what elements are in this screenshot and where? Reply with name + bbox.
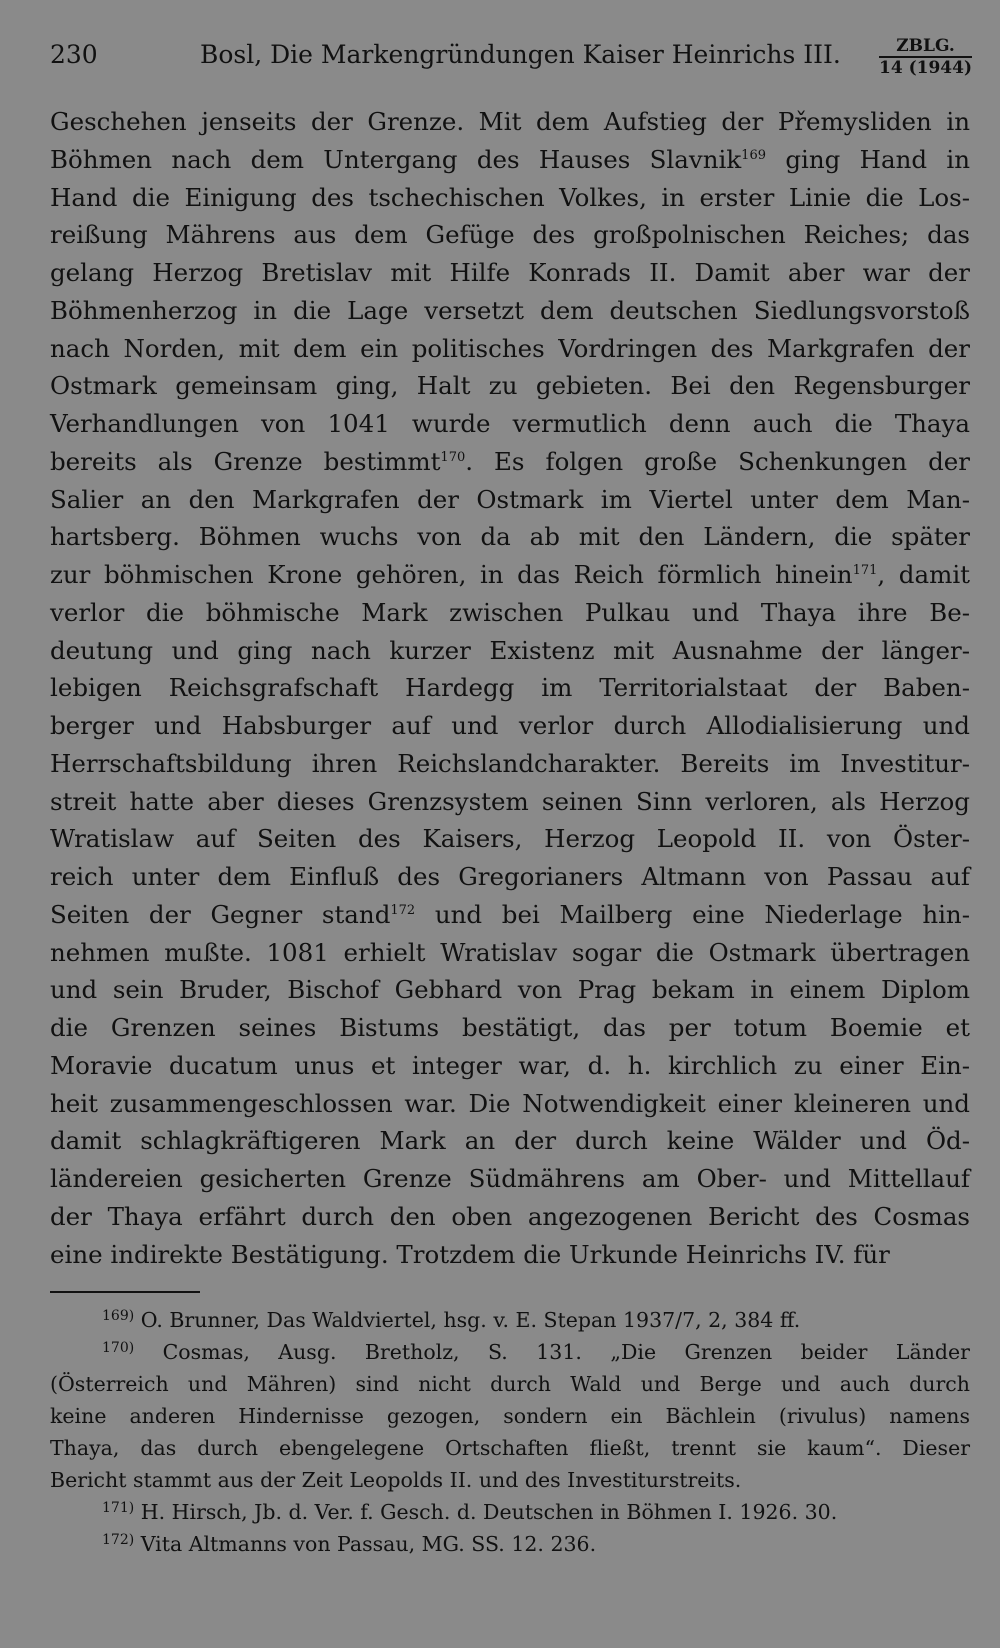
body-line: nehmen mußte. 1081 erhielt Wratislav sogar die Ostmark übertragen	[50, 937, 970, 967]
page-header	[50, 36, 972, 80]
body-line: verlor die böhmische Mark zwischen Pulkau und Thaya ihre Be-	[50, 597, 970, 627]
body-line: zur böhmischen Krone gehören, in das Reich förmlich hinein$^{171}$, damit	[50, 560, 970, 589]
journal-volume: 14 (1944)	[879, 58, 972, 78]
body-line: reißung Mährens aus dem Gefüge des großpolnischen Reiches; das	[50, 220, 970, 250]
footnote-line: $^{172)}$ Vita Altmanns von Passau, MG. SS. 12. 236.	[102, 1532, 597, 1556]
body-line: die Grenzen seines Bistums bestätigt, das per totum Boemie et	[50, 1013, 970, 1042]
footnote-line: $^{169)}$ O. Brunner, Das Waldviertel, hsg. v. E. Stepan 1937/7, 2, 384 ff.	[102, 1308, 801, 1332]
body-line: ländereien gesicherten Grenze Südmährens am Ober- und Mittellauf	[50, 1164, 970, 1193]
footnote-number: 172)	[102, 1532, 135, 1548]
body-line: Moravie ducatum unus et integer war, d. h. kirchlich zu einer Ein-	[50, 1050, 970, 1080]
footnotes	[50, 1304, 970, 1560]
footnote-rule	[50, 1291, 200, 1293]
body-line: der Thaya erfährt durch den oben angezogenen Bericht des Cosmas	[50, 1201, 970, 1231]
body-line: Ostmark gemeinsam ging, Halt zu gebieten. Bei den Regensburger	[50, 371, 970, 401]
footnote-line: Bericht stammt aus der Zeit Leopolds II. und des Investiturstreits.	[50, 1468, 742, 1492]
footnote-line: Thaya, das durch ebengelegene Ortschaften fließt, trennt sie kaum“. Dieser	[50, 1436, 970, 1460]
body-line: Böhmenherzog in die Lage versetzt dem deutschen Siedlungsvorstoß	[50, 295, 970, 325]
footnote-number: 169)	[102, 1308, 135, 1324]
body-line: streit hatte aber dieses Grenzsystem seinen Sinn verloren, als Herzog	[50, 786, 970, 816]
body-line: Wratislaw auf Seiten des Kaisers, Herzog Leopold II. von Öster-	[50, 824, 970, 854]
body-line: Hand die Einigung des tschechischen Volkes, in erster Linie die Los-	[50, 182, 970, 212]
body-line: Seiten der Gegner stand$^{172}$ und bei Mailberg eine Niederlage hin-	[50, 899, 970, 929]
body-line: Böhmen nach dem Untergang des Hauses Slavnik$^{169}$ ging Hand in	[50, 144, 970, 174]
body-line: Salier an den Markgrafen der Ostmark im Viertel unter dem Man-	[50, 484, 970, 514]
body-line: hartsberg. Böhmen wuchs von da ab mit den Ländern, die später	[50, 522, 970, 552]
journal-abbreviation: ZBLG.	[879, 36, 972, 58]
body-line: gelang Herzog Bretislav mit Hilfe Konrads II. Damit aber war der	[50, 258, 970, 287]
footnote-reference: 171	[852, 563, 878, 578]
body-line: Verhandlungen von 1041 wurde vermutlich denn auch die Thaya	[50, 409, 970, 438]
body-line: Geschehen jenseits der Grenze. Mit dem Aufstieg der Přemysliden in	[50, 107, 970, 136]
body-line: berger und Habsburger auf und verlor durch Allodialisierung und	[50, 711, 970, 740]
body-line: lebigen Reichsgrafschaft Hardegg im Territorialstaat der Baben-	[50, 673, 970, 703]
journal-reference	[879, 36, 972, 78]
footnote-reference: 169	[741, 147, 766, 163]
body-line: deutung und ging nach kurzer Existenz mit Ausnahme der länger-	[50, 635, 970, 665]
footnote-reference: 170	[440, 449, 466, 465]
footnote-number: 171)	[102, 1500, 135, 1516]
body-line: heit zusammengeschlossen war. Die Notwendigkeit einer kleineren und	[50, 1088, 970, 1118]
body-line: reich unter dem Einfluß des Gregorianers Altmann von Passau auf	[50, 862, 970, 891]
body-line: Herrschaftsbildung ihren Reichslandcharakter. Bereits im Investitur-	[50, 748, 970, 778]
body-line: damit schlagkräftigeren Mark an der durch keine Wälder und Öd-	[50, 1126, 970, 1156]
body-line: nach Norden, mit dem ein politisches Vordringen des Markgrafen der	[50, 333, 970, 363]
footnote-line: $^{171)}$ H. Hirsch, Jb. d. Ver. f. Gesch. d. Deutschen in Böhmen I. 1926. 30.	[102, 1500, 838, 1524]
body-text	[50, 103, 970, 1273]
footnote-line: keine anderen Hindernisse gezogen, sondern ein Bächlein (rivulus) namens	[50, 1404, 970, 1428]
footnote-reference: 172	[390, 902, 416, 918]
body-line: und sein Bruder, Bischof Gebhard von Prag bekam in einem Diplom	[50, 975, 970, 1005]
footnote-line: (Österreich und Mähren) sind nicht durch Wald und Berge und auch durch	[50, 1372, 970, 1396]
body-line: eine indirekte Bestätigung. Trotzdem die Urkunde Heinrichs IV. für	[50, 1239, 890, 1269]
footnote-number: 170)	[102, 1340, 135, 1356]
body-line: bereits als Grenze bestimmt$^{170}$. Es folgen große Schenkungen der	[50, 446, 970, 476]
footnote-line: $^{170)}$ Cosmas, Ausg. Bretholz, S. 131. „Die Grenzen beider Länder	[102, 1340, 970, 1364]
running-title: Bosl, Die Markengründungen Kaiser Heinrichs III.	[200, 40, 841, 69]
page-number: 230	[50, 40, 98, 69]
